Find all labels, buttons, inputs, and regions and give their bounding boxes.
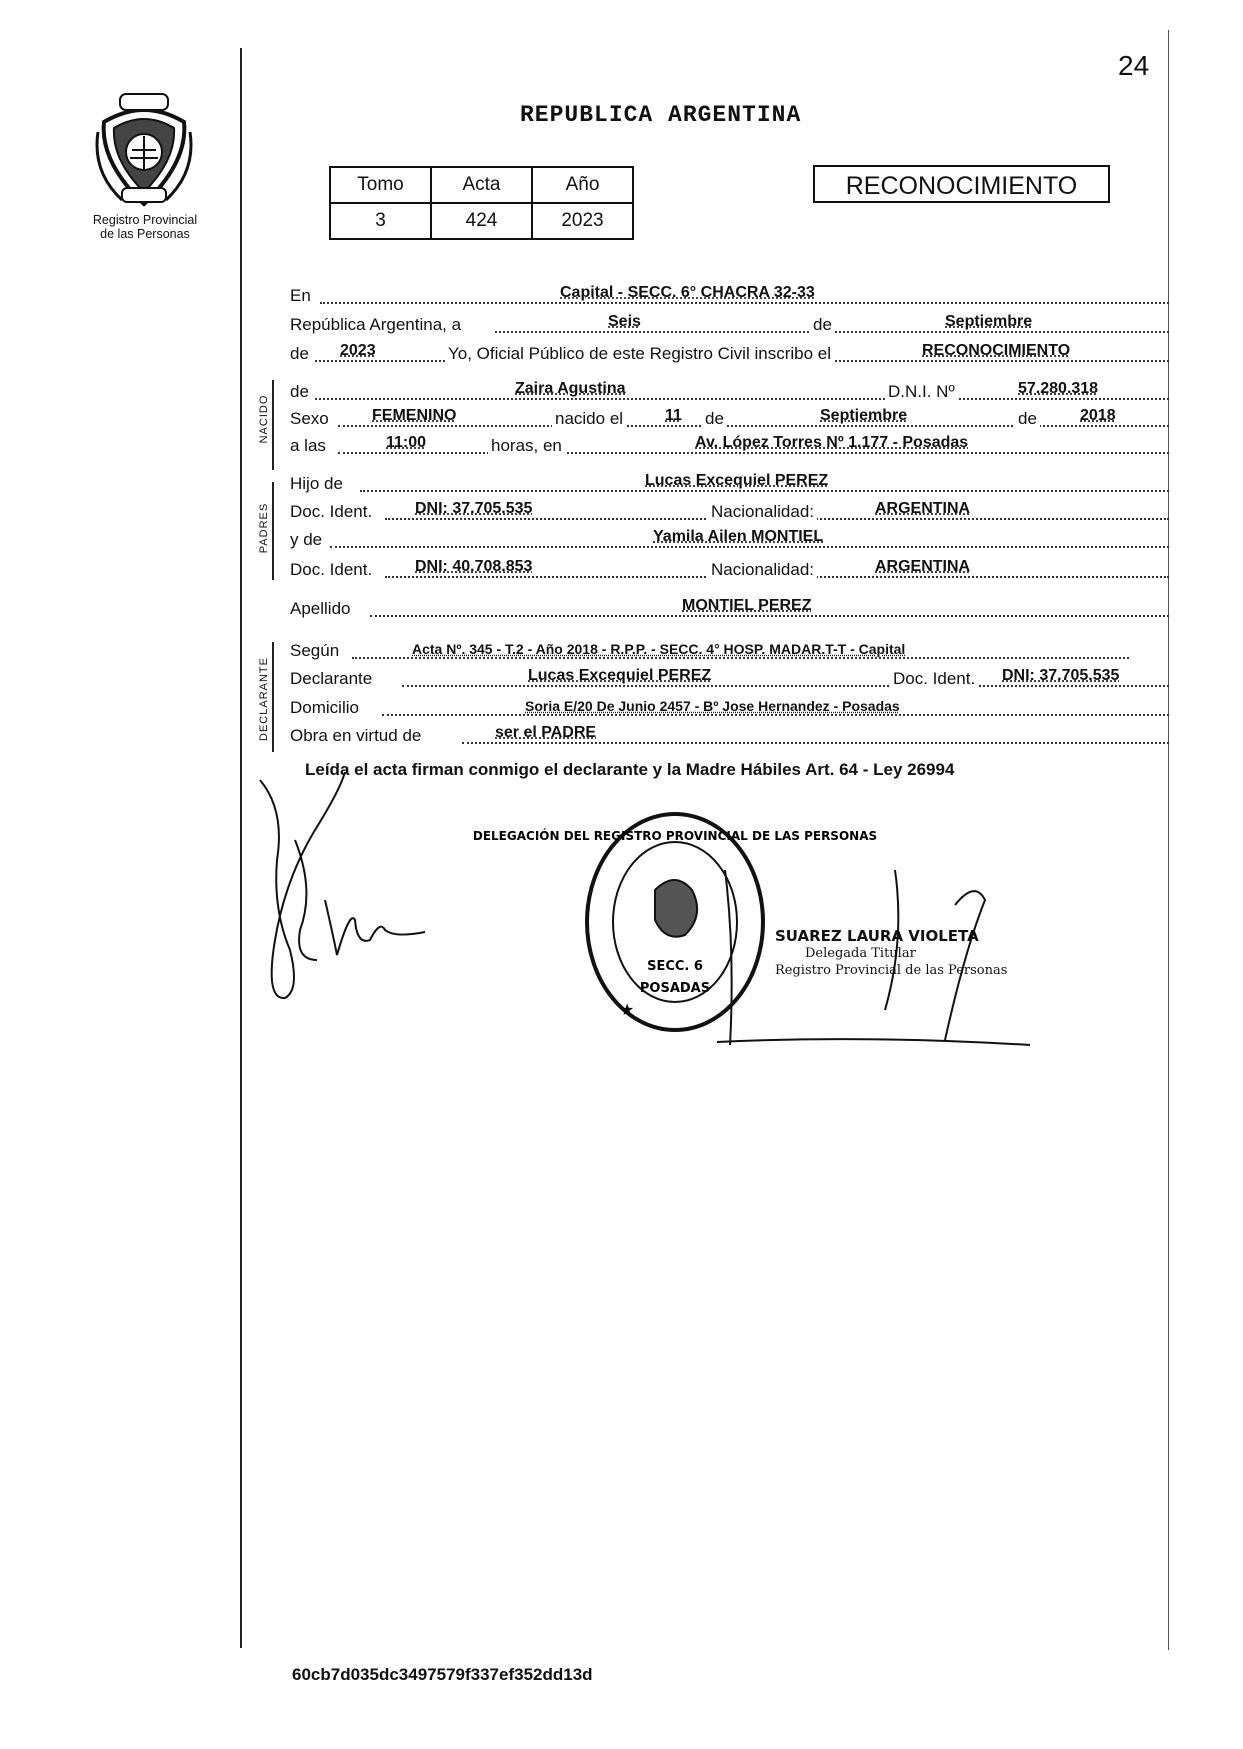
row-mother-doc (290, 556, 1169, 584)
province-seal-logo (92, 92, 196, 210)
right-edge-rule (1168, 30, 1169, 1650)
row-time (290, 432, 1169, 460)
value-birth-time: 11:00 (386, 434, 427, 451)
officer-name: SUAREZ LAURA VIOLETA (775, 927, 979, 945)
value-father-doc: DNI: 37.705.535 (415, 500, 533, 517)
dotted-leader (338, 452, 1169, 454)
label-y-de: y de (290, 530, 323, 549)
value-anio: 2023 (532, 203, 633, 239)
value-mother-nat: ARGENTINA (875, 558, 971, 575)
value-name: Zaira Agustina (515, 380, 626, 397)
label-a-las: a las (290, 436, 326, 455)
dotted-leader (462, 742, 1169, 744)
label-de-birth: de (702, 409, 727, 429)
dotted-leader (330, 546, 1169, 548)
record-table-value-row (330, 203, 633, 239)
value-birth-day: 11 (665, 407, 682, 424)
padres-bar (272, 482, 274, 580)
row-reason (290, 722, 1169, 750)
value-segun: Acta Nº. 345 - T.2 - Año 2018 - R.P.P. - SECC. 4° HOSP. MADAR.T-T - Capital (412, 641, 906, 657)
row-en (290, 282, 1169, 310)
nacido-bar (272, 380, 274, 470)
dotted-leader (320, 302, 1169, 304)
row-date (290, 311, 1169, 339)
document-hash: 60cb7d035dc3497579f337ef352dd13d (292, 1665, 593, 1684)
label-horas: horas, en (488, 436, 565, 456)
row-mother (290, 526, 1169, 554)
value-father: Lucas Excequiel PEREZ (645, 472, 829, 489)
value-reason: ser el PADRE (495, 724, 597, 741)
value-declarant: Lucas Excequiel PEREZ (528, 667, 712, 684)
dotted-leader (402, 685, 1169, 687)
header-anio: Año (532, 167, 633, 203)
section-label-declarante: DECLARANTE (258, 657, 270, 741)
value-act-inscribed: RECONOCIMIENTO (922, 342, 1071, 359)
officer-org: Registro Provincial de las Personas (775, 963, 1008, 978)
declarant-signature (255, 770, 455, 1010)
declarante-bar (272, 642, 274, 752)
label-de: de (810, 315, 835, 335)
value-declarant-doc: DNI: 37.705.535 (1002, 667, 1120, 684)
label-domicilio: Domicilio (290, 698, 359, 717)
label-republica: República Argentina, a (290, 315, 462, 334)
row-surname (290, 595, 1169, 623)
value-sex: FEMENINO (372, 407, 457, 424)
value-place: Capital - SECC. 6° CHACRA 32-33 (560, 284, 815, 301)
label-de-birthyear: de (1015, 409, 1040, 429)
registry-name-line1: Registro Provincial (92, 213, 198, 227)
record-table-header-row (330, 167, 633, 203)
value-month: Septiembre (945, 313, 1033, 330)
row-year (290, 340, 1169, 368)
header-tomo: Tomo (330, 167, 431, 203)
value-father-nat: ARGENTINA (875, 500, 971, 517)
section-label-nacido: NACIDO (258, 394, 270, 444)
row-declarant (290, 665, 1169, 693)
value-birth-place: Av. López Torres Nº 1.177 - Posadas (695, 434, 969, 451)
label-nacido: nacido el (552, 409, 626, 429)
row-father-doc (290, 498, 1169, 526)
label-inscribo: Yo, Oficial Público de este Registro Civil inscribo el (445, 344, 834, 364)
label-nac-mother: Nacionalidad: (708, 560, 817, 580)
label-nac-father: Nacionalidad: (708, 502, 817, 522)
header-acta: Acta (431, 167, 532, 203)
dotted-leader (352, 657, 1129, 659)
row-name (290, 378, 1169, 406)
row-father (290, 470, 1169, 498)
label-obra: Obra en virtud de (290, 726, 422, 745)
value-year: 2023 (340, 342, 376, 359)
act-type-box: RECONOCIMIENTO (813, 165, 1110, 203)
officer-block (775, 928, 1007, 979)
registry-name-line2: de las Personas (100, 227, 190, 241)
reading-note: Leída el acta firman conmigo el declarante y la Madre Hábiles Art. 64 - Ley 26994 (305, 760, 955, 779)
page-number: 24 (1118, 50, 1150, 81)
value-mother: Yamila Ailen MONTIEL (653, 528, 824, 545)
margin-rule (240, 48, 242, 1648)
label-de-name: de (290, 382, 309, 401)
dotted-leader (338, 425, 1169, 427)
value-birth-year: 2018 (1080, 407, 1116, 424)
value-dni: 57.280.318 (1018, 380, 1099, 397)
label-en: En (290, 286, 311, 305)
record-table (329, 166, 634, 240)
officer-role: Delegada Titular (805, 946, 916, 961)
label-dni: D.N.I. Nº (885, 382, 958, 402)
stamp-ring-text: DELEGACIÓN DEL REGISTRO PROVINCIAL DE LAS PERSONAS (472, 829, 878, 843)
value-domicile: Soria E/20 De Junio 2457 - Bº Jose Hernandez - Posadas (525, 698, 900, 714)
label-hijo: Hijo de (290, 474, 343, 493)
value-surname: MONTIEL PEREZ (682, 597, 812, 614)
label-declarante: Declarante (290, 669, 373, 688)
dotted-leader (315, 398, 1169, 400)
label-sexo: Sexo (290, 409, 329, 428)
label-de-year: de (290, 344, 309, 363)
value-day: Seis (608, 313, 641, 330)
dotted-leader (370, 615, 1169, 617)
registry-name (70, 213, 220, 241)
label-doc-mother: Doc. Ident. (290, 560, 373, 579)
section-label-padres: PADRES (258, 502, 270, 554)
value-tomo: 3 (330, 203, 431, 239)
page-title: REPUBLICA ARGENTINA (520, 102, 802, 128)
value-birth-month: Septiembre (820, 407, 908, 424)
label-doc-father: Doc. Ident. (290, 502, 373, 521)
row-segun (290, 637, 1169, 665)
dotted-leader (382, 714, 1169, 716)
row-domicile (290, 694, 1169, 722)
value-acta: 424 (431, 203, 532, 239)
value-mother-doc: DNI: 40.708.853 (415, 558, 533, 575)
label-segun: Según (290, 641, 340, 660)
label-doc-ident: Doc. Ident. (890, 669, 978, 689)
row-sex (290, 405, 1169, 433)
star-icon: ★ (620, 1002, 635, 1019)
dotted-leader (360, 490, 1169, 492)
stamp-city-text: POSADAS (639, 981, 711, 996)
stamp-center-text: SECC. 6 (647, 959, 703, 974)
label-apellido: Apellido (290, 599, 351, 618)
